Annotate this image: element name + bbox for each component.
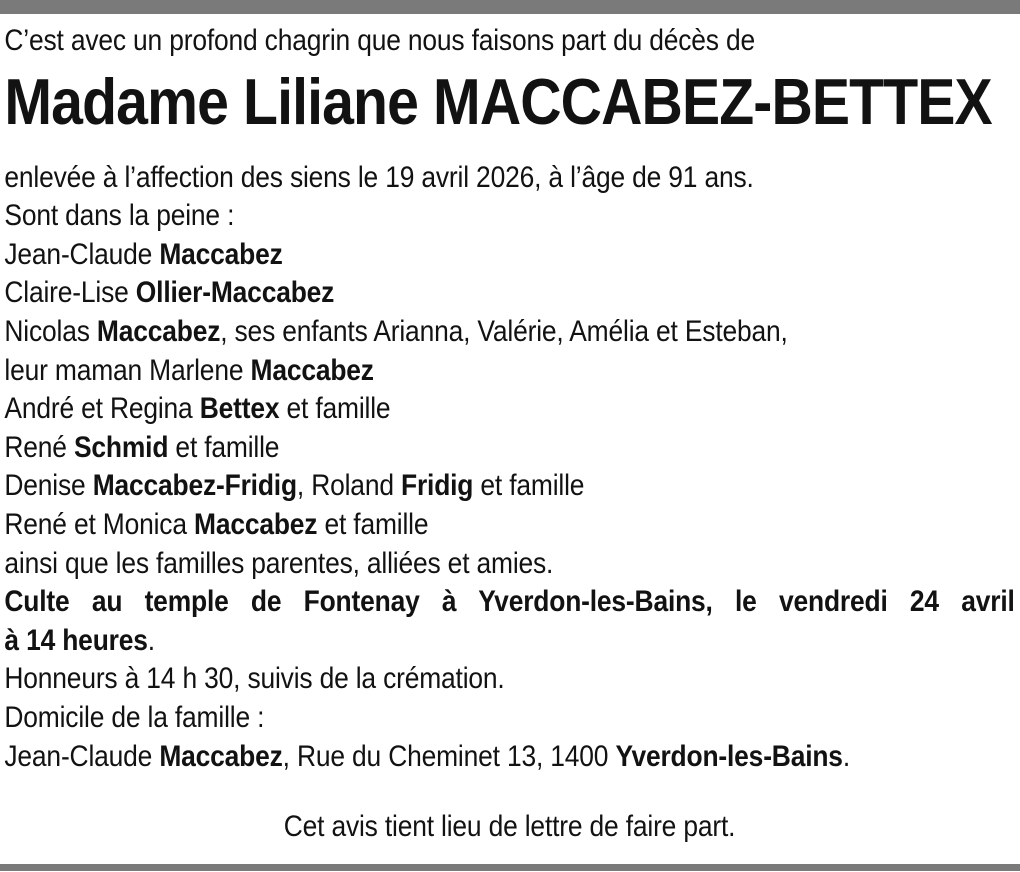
families-line: ainsi que les familles parentes, alliées et amies. <box>4 546 554 580</box>
bottom-border-bar <box>0 864 1020 871</box>
mourner-line: André et Regina Bettex et famille <box>4 392 391 426</box>
closing-line: Cet avis tient lieu de lettre de faire part. <box>283 810 736 844</box>
mourner-line: Nicolas Maccabez, ses enfants Arianna, Valérie, Amélia et Esteban, <box>4 314 788 348</box>
mourners-heading: Sont dans la peine : <box>4 199 235 233</box>
honors-line: Honneurs à 14 h 30, suivis de la crémation. <box>4 662 505 696</box>
ceremony-line-2: à 14 heures. <box>4 623 155 657</box>
mourner-line: Claire-Lise Ollier-Maccabez <box>4 276 335 310</box>
mourner-line: Denise Maccabez-Fridig, Roland Fridig et famille <box>4 469 585 503</box>
ceremony-line-1: Culte au temple de Fontenay à Yverdon-les-Bains, le vendredi 24 avril <box>4 585 1015 619</box>
intro-line: C’est avec un profond chagrin que nous faisons part du décès de <box>4 24 756 57</box>
death-details-line: enlevée à l’affection des siens le 19 avril 2026, à l’âge de 91 ans. <box>4 160 754 194</box>
mourner-line: René Schmid et famille <box>4 430 280 464</box>
mourner-line: René et Monica Maccabez et famille <box>4 507 429 541</box>
mourner-line: Jean-Claude Maccabez <box>4 237 283 271</box>
deceased-name-title: Madame Liliane MACCABEZ-BETTEX <box>4 64 992 138</box>
residence-line: Jean-Claude Maccabez, Rue du Cheminet 13, 1400 Yverdon-les-Bains. <box>4 739 850 773</box>
residence-heading: Domicile de la famille : <box>4 700 265 734</box>
top-border-bar <box>0 0 1020 14</box>
mourner-line: leur maman Marlene Maccabez <box>4 353 374 387</box>
notice-content <box>0 14 1020 847</box>
